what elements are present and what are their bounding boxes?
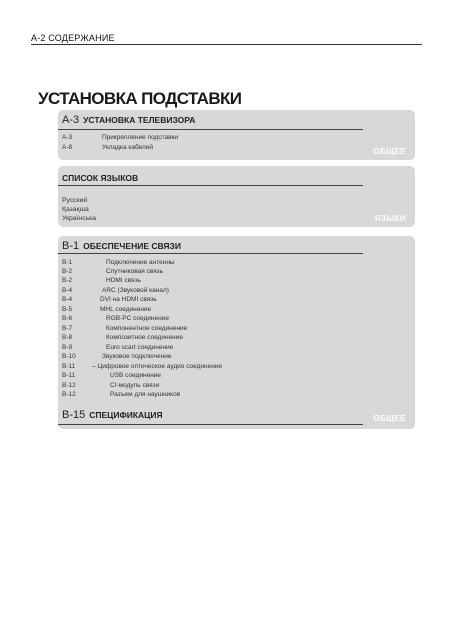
language-item[interactable]: Українська (62, 215, 97, 222)
entry-page: B-10 (62, 353, 76, 360)
section-tag: ОБЩЕЕ (373, 147, 406, 156)
entry-page: B-1 (62, 259, 73, 266)
section-divider (58, 253, 363, 254)
section-divider (58, 185, 363, 186)
entry-title: ARC (Звуковой канал) (102, 287, 169, 294)
section-title: СПИСОК ЯЗЫКОВ (62, 173, 139, 183)
section-heading-specs (62, 409, 163, 421)
entry-page: B-4 (62, 296, 73, 303)
entry-title: Укладка кабелей (102, 144, 154, 151)
main-title: УСТАНОВКА ПОДСТАВКИ (38, 89, 242, 108)
section-page: A-3 (62, 114, 80, 126)
section-title: УСТАНОВКА ТЕЛЕВИЗОРА (83, 115, 196, 125)
entry-title: Компонентное соединение (106, 325, 188, 332)
section-page: B-15 (62, 409, 86, 421)
entry-page: B-5 (62, 306, 73, 313)
language-item[interactable]: Қазақша (62, 206, 89, 213)
entry-page: B-12 (62, 382, 76, 389)
entry-page: B-2 (62, 277, 73, 284)
section-divider (58, 129, 363, 130)
entry-title: Звуковое подключение (102, 353, 172, 360)
section-divider (58, 424, 363, 425)
entry-title: – Цифровое оптическое аудио соединение (92, 363, 223, 370)
entry-title: Подключение антенны (106, 259, 175, 266)
entry-page: B-8 (62, 334, 73, 341)
entry-title: DVI на HDMI связь (100, 296, 157, 303)
entry-page: B-9 (62, 344, 73, 351)
entry-title: Euro scart соединение (106, 344, 174, 351)
entry-page: B-2 (62, 268, 73, 275)
entry-page: B-7 (62, 325, 73, 332)
entry-page: B-6 (62, 315, 73, 322)
entry-page: A-8 (62, 144, 73, 151)
section-title: ОБЕСПЕЧЕНИЕ СВЯЗИ (83, 241, 181, 251)
section-title: СПЕЦИФИКАЦИЯ (89, 410, 163, 420)
entry-page: B-4 (62, 287, 73, 294)
entry-title: CI-модуль связи (110, 382, 160, 389)
section-tv-installation (58, 110, 415, 160)
section-tag: ОБЩЕЕ (373, 414, 406, 423)
entry-title: MHL соединение (100, 306, 152, 313)
entry-page: B-12 (62, 391, 76, 398)
language-item[interactable]: Русский (62, 197, 88, 204)
entry-title: Разъем для наушников (110, 391, 181, 398)
entry-title: USB соединение (110, 372, 162, 379)
section-tag: ЯЗЫКИ (374, 214, 406, 223)
entry-title: Композитное соединение (106, 334, 184, 341)
section-heading (62, 240, 181, 252)
entry-title: RGB-PC соединение (106, 315, 169, 322)
section-connections (58, 236, 415, 429)
section-heading (62, 114, 195, 126)
section-language-list (58, 166, 415, 227)
section-page: B-1 (62, 240, 80, 252)
page-header: A-2 СОДЕРЖАНИЕ (31, 33, 115, 43)
entry-title: Прикрепление подставки (102, 134, 179, 141)
entry-page: A-3 (62, 134, 73, 141)
entry-page: B-11 (62, 363, 76, 370)
entry-page: B-11 (62, 372, 76, 379)
entry-title: Спутниковая связь (106, 268, 164, 275)
section-heading (62, 173, 138, 183)
header-divider (31, 44, 422, 45)
entry-title: HDMI связь (106, 277, 141, 284)
